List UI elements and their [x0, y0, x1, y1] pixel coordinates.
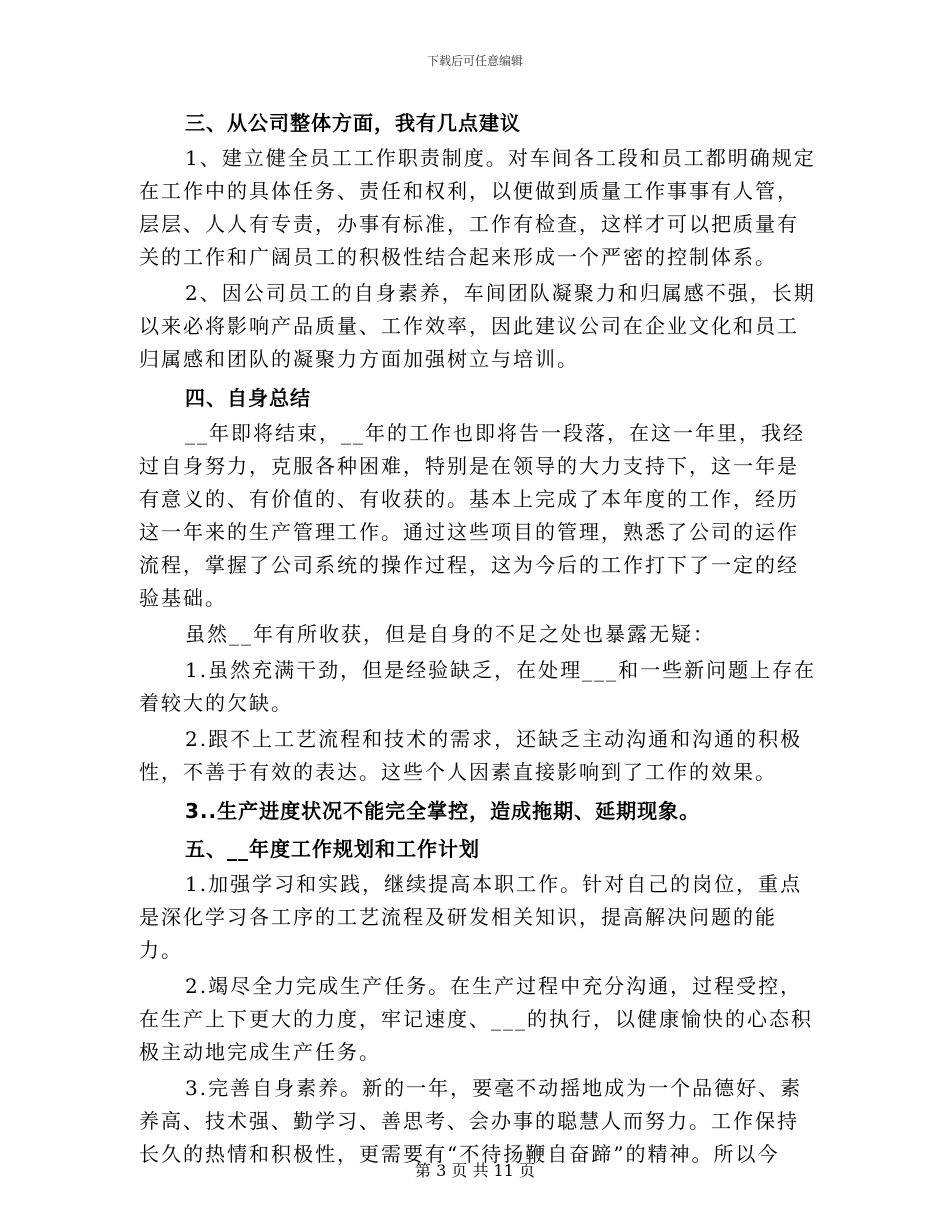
section-heading: 四、自身总结	[185, 386, 311, 410]
section-heading: 五、__年度工作规划和工作计划	[185, 837, 480, 861]
paragraph: 虽然__年有所收获，但是自身的不足之处也暴露无疑：	[185, 622, 715, 646]
paragraph: 2.跟不上工艺流程和技术的需求，还缺乏主动沟通和沟通的积极性，不善于有效的表达。这些个人因素直接影响到了工作的效果。	[139, 727, 803, 784]
paragraph: 1、建立健全员工工作职责制度。对车间各工段和员工都明确规定在工作中的具体任务、责任和权利，以便做到质量工作事事有人管，层层、人人有专责，办事有标准，工作有检查，这样才可以把质量有关的工作和广阔员工的积极性结合起来形成一个严密的控制体系。	[139, 146, 816, 269]
paragraph: __年即将结束，__年的工作也即将告一段落，在这一年里，我经过自身努力，克服各种困难，特别是在领导的大力支持下，这一年是有意义的、有价值的、有收获的。基本上完成了本年度的工作，经历这一年来的生产管理工作。通过这些项目的管理，熟悉了公司的运作流程，掌握了公司系统的操作过程，这为今后的工作打下了一定的经验基础。	[139, 421, 805, 610]
page-header: 下载后可任意编辑	[426, 54, 523, 68]
paragraph: 2.竭尽全力完成生产任务。在生产过程中充分沟通，过程受控，在生产上下更大的力度，牢记速度、___的执行，以健康愉快的心态积极主动地完成生产任务。	[139, 974, 813, 1064]
paragraph: 1.虽然充满干劲，但是经验缺乏，在处理___和一些新问题上存在着较大的欠缺。	[139, 658, 817, 715]
paragraph: 2、因公司员工的自身素养，车间团队凝聚力和归属感不强，长期以来必将影响产品质量、工作效率，因此建议公司在企业文化和员工归属感和团队的凝聚力方面加强树立与培训。	[139, 281, 816, 371]
paragraph: 3.完善自身素养。新的一年，要毫不动摇地成为一个品德好、素养高、技术强、勤学习、善思考、会办事的聪慧人而努力。工作保持长久的热情和积极性，更需要有“不待扬鞭自奋蹄”的精神。所以今	[139, 1076, 803, 1166]
section-heading: 三、从公司整体方面，我有几点建议	[185, 111, 521, 135]
document-body	[139, 104, 819, 1174]
page-footer: 第 3 页 共 11 页	[415, 1161, 535, 1180]
section-heading: 3..生产进度状况不能完全掌控，造成拖期、延期现象。	[185, 799, 701, 823]
paragraph: 1.加强学习和实践，继续提高本职工作。针对自己的岗位，重点是深化学习各工序的工艺流程及研发相关知识，提高解决问题的能力。	[139, 872, 803, 962]
